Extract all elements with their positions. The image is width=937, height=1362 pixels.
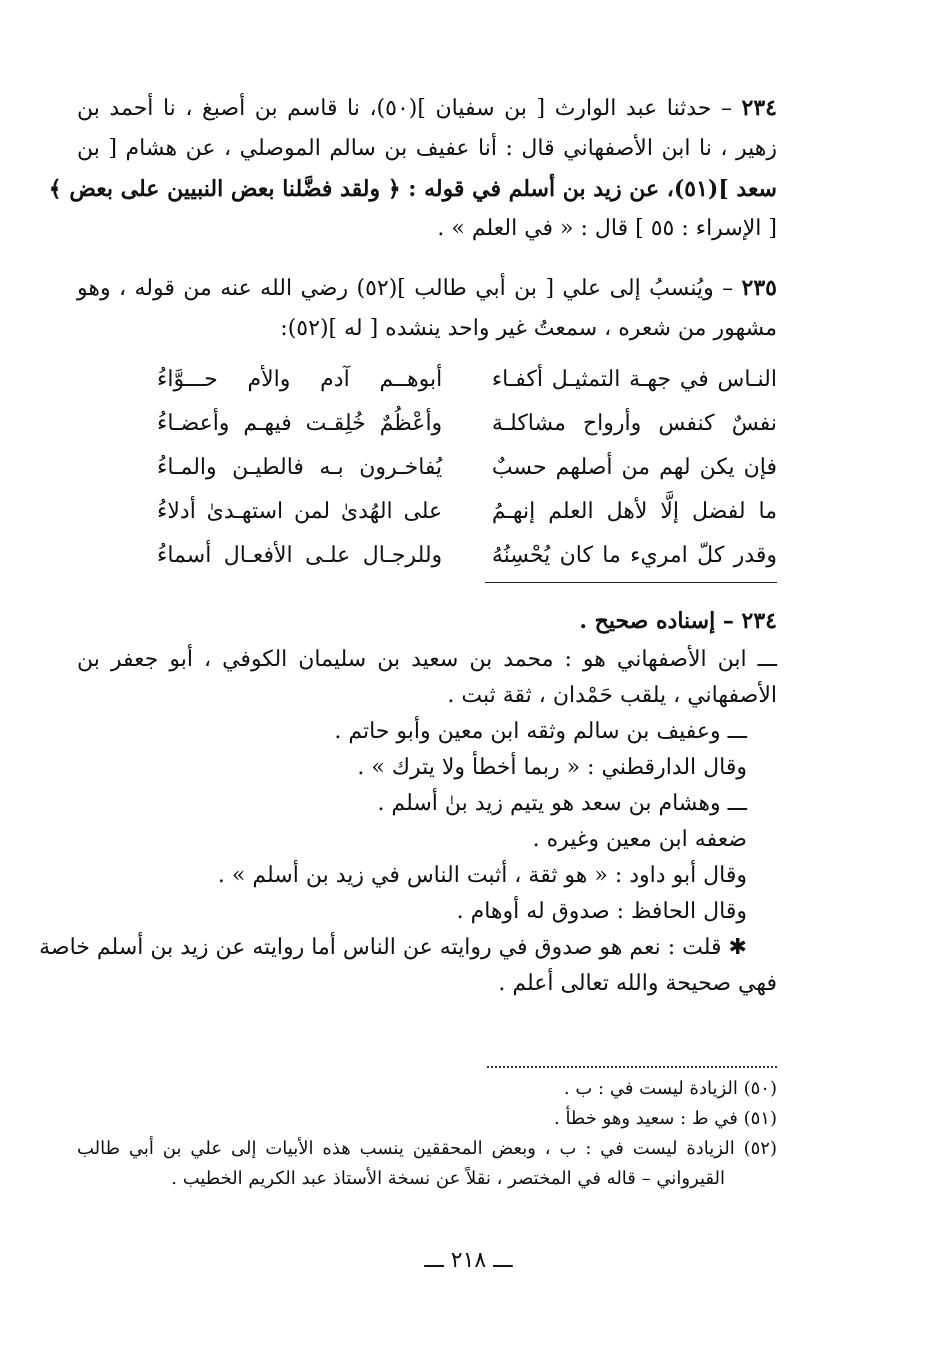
page-number: ـــ ٢١٨ ـــ xyxy=(424,1248,513,1273)
verse-second-hemistich: أبوهــم آدم والأم حـــوَّاءُ xyxy=(157,367,443,392)
entry-234 xyxy=(48,88,777,249)
entry-234-line-3: سعد ](٥١)، عن زيد بن أسلم في قوله : ﴿ ولقد فضَّلنا بعض النبيين على بعض ﴾ xyxy=(48,176,777,202)
verse-second-hemistich: على الهُدىٰ لمن استهـدىٰ أدلاءُ xyxy=(157,499,443,524)
footnote: (٥٠) الزيادة ليست في : ب . xyxy=(563,1078,777,1099)
verse-second-hemistich: وللرجـال علـى الأفعـال أسماءُ xyxy=(157,543,443,568)
entry-number: ٢٣٥ xyxy=(741,275,777,301)
entry-235-line-1: ٢٣٥ – ويُنسبُ إلى علي [ بن أبي طالب ](٥٢) رضي الله عنه من قوله ، وهو xyxy=(77,275,777,301)
poem-verse xyxy=(157,402,777,446)
verse-first-hemistich: نفسٌ كنفس وأرواح مشاكلـة xyxy=(491,411,777,436)
entry-234-line-2: زهير ، نا ابن الأصفهاني قال : أنا عفيف بن سالم الموصلي ، عن هشام [ بن xyxy=(77,136,777,161)
footnote-continuation: القيرواني – قاله في المختصر ، نقلاً عن نسخة الأستاذ عبد الكريم الخطيب . xyxy=(171,1168,725,1189)
commentary xyxy=(39,600,777,1002)
footnote: (٥١) في ط : سعيد وهو خطأ . xyxy=(554,1108,777,1129)
section-divider xyxy=(485,582,777,583)
verse-first-hemistich: وقدر كلّ امريء ما كان يُحْسِنُهُ xyxy=(491,543,777,568)
poem xyxy=(157,358,777,578)
verse-first-hemistich: ما لفضل إلَّا لأهل العلم إنهـمُ xyxy=(491,499,777,524)
commentary-line: ضعفه ابن معين وغيره . xyxy=(532,827,747,852)
entry-234-line-4: [ الإسراء : ٥٥ ] قال : « في العلم » . xyxy=(437,216,777,241)
verse-first-hemistich: النـاس في جهـة التمثيـل أكفـاء xyxy=(491,367,777,392)
commentary-line: وقال الحافظ : صدوق له أوهام . xyxy=(456,899,747,924)
entry-234-line-1: ٢٣٤ – حدثنا عبد الوارث [ بن سفيان ](٥٠)، نا قاسم بن أصبغ ، نا أحمد بن xyxy=(77,95,777,121)
commentary-line: فهي صحيحة والله تعالى أعلم . xyxy=(498,971,777,996)
commentary-line: ـــ وهشام بن سعد هو يتيم زيد بنٰ أسلم . xyxy=(377,791,747,816)
poem-verse xyxy=(157,446,777,490)
verse-second-hemistich: وأعْظُمٌ خُلِقـت فيهـم وأعضـاءُ xyxy=(157,411,443,436)
entry-235 xyxy=(77,268,777,349)
poem-verse xyxy=(157,490,777,534)
commentary-note: ✱ قلت : نعم هو صدوق في روايته عن الناس أما روايته عن زيد بن أسلم خاصة xyxy=(39,935,747,960)
commentary-line: ـــ ابن الأصفهاني هو : محمد بن سعيد بن سليمان الكوفي ، أبو جعفر بن xyxy=(77,647,777,672)
verse-first-hemistich: فإن يكن لهم من أصلهم حسبٌ xyxy=(491,455,777,480)
commentary-line: وقال الدارقطني : « ربما أخطأ ولا يترك » . xyxy=(357,755,747,780)
footnote-separator xyxy=(487,1066,777,1068)
commentary-line: ـــ وعفيف بن سالم وثقه ابن معين وأبو حاتم . xyxy=(334,719,747,744)
verse-second-hemistich: يُفاخـرون بـه فالطيـن والمـاءُ xyxy=(157,455,443,480)
poem-verse xyxy=(157,358,777,402)
footnote: (٥٢) الزيادة ليست في : ب ، وبعض المحققين ينسب هذه الأبيات إلى علي بن أبي طالب xyxy=(77,1138,777,1159)
commentary-line: وقال أبو داود : « هو ثقة ، أثبت الناس في زيد بن أسلم » . xyxy=(217,863,747,888)
footnotes xyxy=(77,1074,777,1194)
poem-verse xyxy=(157,534,777,578)
commentary-heading: ٢٣٤ – إسناده صحيح . xyxy=(579,608,777,634)
commentary-line: الأصفهاني ، يلقب حَمْدان ، ثقة ثبت . xyxy=(447,683,777,708)
entry-number: ٢٣٤ xyxy=(741,95,777,121)
entry-235-line-2: مشهور من شعره ، سمعتُ غير واحد ينشده [ له ](٥٢): xyxy=(280,316,777,341)
